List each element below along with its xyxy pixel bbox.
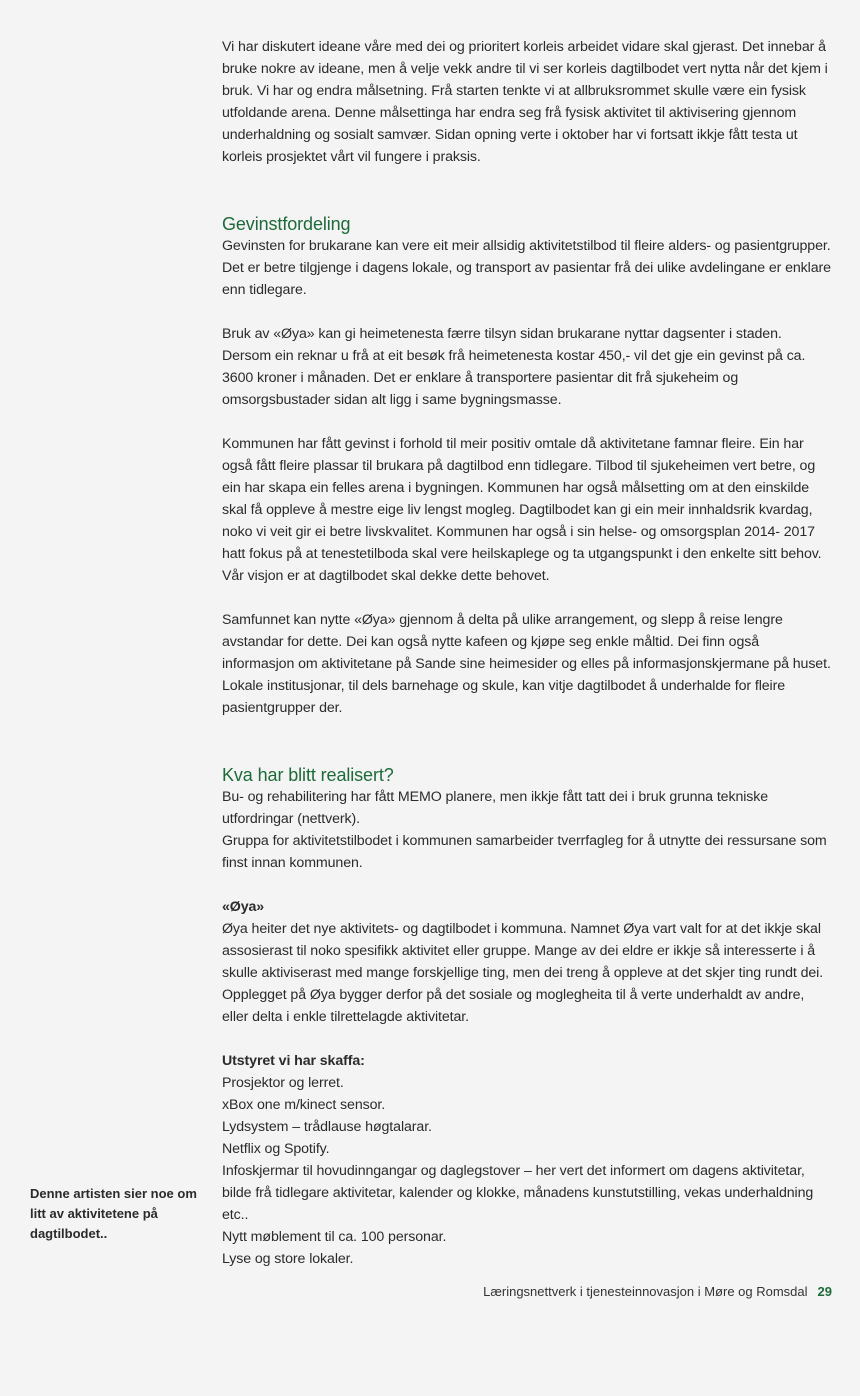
equipment-item: Infoskjermar til hovudinngangar og daglegstover – her vert det informert om dagens aktivitetar, bilde frå tidlegare aktivitetar, kalender og klokke, månadens kunstutstilling, vekas underhaldning etc.. (222, 1163, 814, 1223)
page-number: 29 (817, 1284, 832, 1299)
main-column (222, 36, 834, 1270)
equipment-item: Lyse og store lokaler. (222, 1251, 354, 1267)
gevinst-paragraph-3: Kommunen har fått gevinst i forhold til meir positiv omtale då aktivitetane famnar fleire. Ein har også fått fleire plassar til brukara på dagtilbod enn tidlegare. Tilbod til sjukeheimen vert betre, og ein har skapa ein felles arena i bygningen. Kommunen har også målsetting om at den einskilde skal få oppleve å mestre eige liv lengst mogleg. Dagtilbodet kan gi ein meir innhaldsrik kvardag, noko vi veit gir ei betre livskvalitet. Kommunen har også i sin helse- og omsorgsplan 2014- 2017 hatt fokus på at tenestetilboda skal vere heilskaplege og ta utgangspunkt i den enkelte sitt behov. Vår visjon er at dagtilbodet skal dekke dette behovet. (222, 436, 822, 584)
oya-subheading: «Øya» (222, 899, 265, 915)
equipment-item: Netflix og Spotify. (222, 1141, 330, 1157)
equipment-item: Prosjektor og lerret. (222, 1075, 344, 1091)
heading-realisert: Kva har blitt realisert? (222, 765, 394, 785)
realisert-line-2: Gruppa for aktivitetstilbodet i kommunen samarbeider tverrfagleg for å utnytte dei ressursane som finst innan kommunen. (222, 833, 827, 871)
equipment-subheading: Utstyret vi har skaffa: (222, 1053, 365, 1069)
equipment-item: Lydsystem – trådlause høgtalarar. (222, 1119, 432, 1135)
gevinst-paragraph-1: Gevinsten for brukarane kan vere eit meir allsidig aktivitetstilbod til fleire alders- og pasientgrupper. Det er betre tilgjenge i dagens lokale, og transport av pasientar frå dei ulike avdelingane er enklare enn tidlegare. (222, 238, 831, 298)
oya-paragraph: Øya heiter det nye aktivitets- og dagtilbodet i kommuna. Namnet Øya vart valt for at det ikkje skal assosierast til noko spesifikk aktivitet eller gruppe. Mange av dei eldre er ikkje så interesserte i å skulle aktiviserast med mange forskjellige ting, men dei treng å oppleve at det skjer ting rundt dei. Opplegget på Øya bygger derfor på det sosiale og moglegheita til å verte underhaldt av andre, eller delta i enkle tilrettelagde aktivitetar. (222, 921, 824, 1025)
gevinst-paragraph-4: Samfunnet kan nytte «Øya» gjennom å delta på ulike arrangement, og slepp å reise lengre avstandar for dette. Dei kan også nytte kafeen og kjøpe seg enkle måltid. Dei finn også informasjon om aktivitetane på Sande sine heimesider og elles på informasjonskjermane på huset. Lokale institusjonar, til dels barnehage og skule, kan vitje dagtilbodet å underhalde for fleire pasientgrupper der. (222, 612, 831, 716)
heading-gevinstfordeling: Gevinstfordeling (222, 214, 351, 234)
page-footer (483, 1284, 832, 1299)
equipment-item: Nytt møblement til ca. 100 personar. (222, 1229, 447, 1245)
intro-paragraph: Vi har diskutert ideane våre med dei og prioritert korleis arbeidet vidare skal gjerast. Det innebar å bruke nokre av ideane, men å velje vekk andre til vi ser korleis dagtilbodet vert nytta når det kjem i bruk. Vi har og endra målsetning. Frå starten tenkte vi at allbruksrommet skulle være ein fysisk utfoldande arena. Denne målsettinga har endra seg frå fysisk aktivitet til aktivisering gjennom underhaldning og sosialt samvær. Sidan opning verte i oktober har vi fortsatt ikkje fått testa ut korleis prosjektet vårt vil fungere i praksis. (222, 39, 828, 165)
realisert-line-1: Bu- og rehabilitering har fått MEMO planere, men ikkje fått tatt dei i bruk grunna tekniske utfordringar (nettverk). (222, 789, 769, 827)
equipment-item: xBox one m/kinect sensor. (222, 1097, 386, 1113)
side-caption: Denne artisten sier noe om litt av aktivitetene på dagtilbodet.. (30, 1186, 197, 1241)
footer-title: Læringsnettverk i tjenesteinnovasjon i Møre og Romsdal (483, 1284, 808, 1299)
equipment-list (222, 1072, 834, 1270)
gevinst-paragraph-2: Bruk av «Øya» kan gi heimetenesta færre tilsyn sidan brukarane nyttar dagsenter i staden. Dersom ein reknar u frå at eit besøk frå heimetenesta kostar 450,- vil det gje ein gevinst på ca. 3600 kroner i månaden. Det er enklare å transportere pasientar dit frå sjukeheim og omsorgsbustader sidan alt ligg i same bygningsmasse. (222, 326, 806, 408)
